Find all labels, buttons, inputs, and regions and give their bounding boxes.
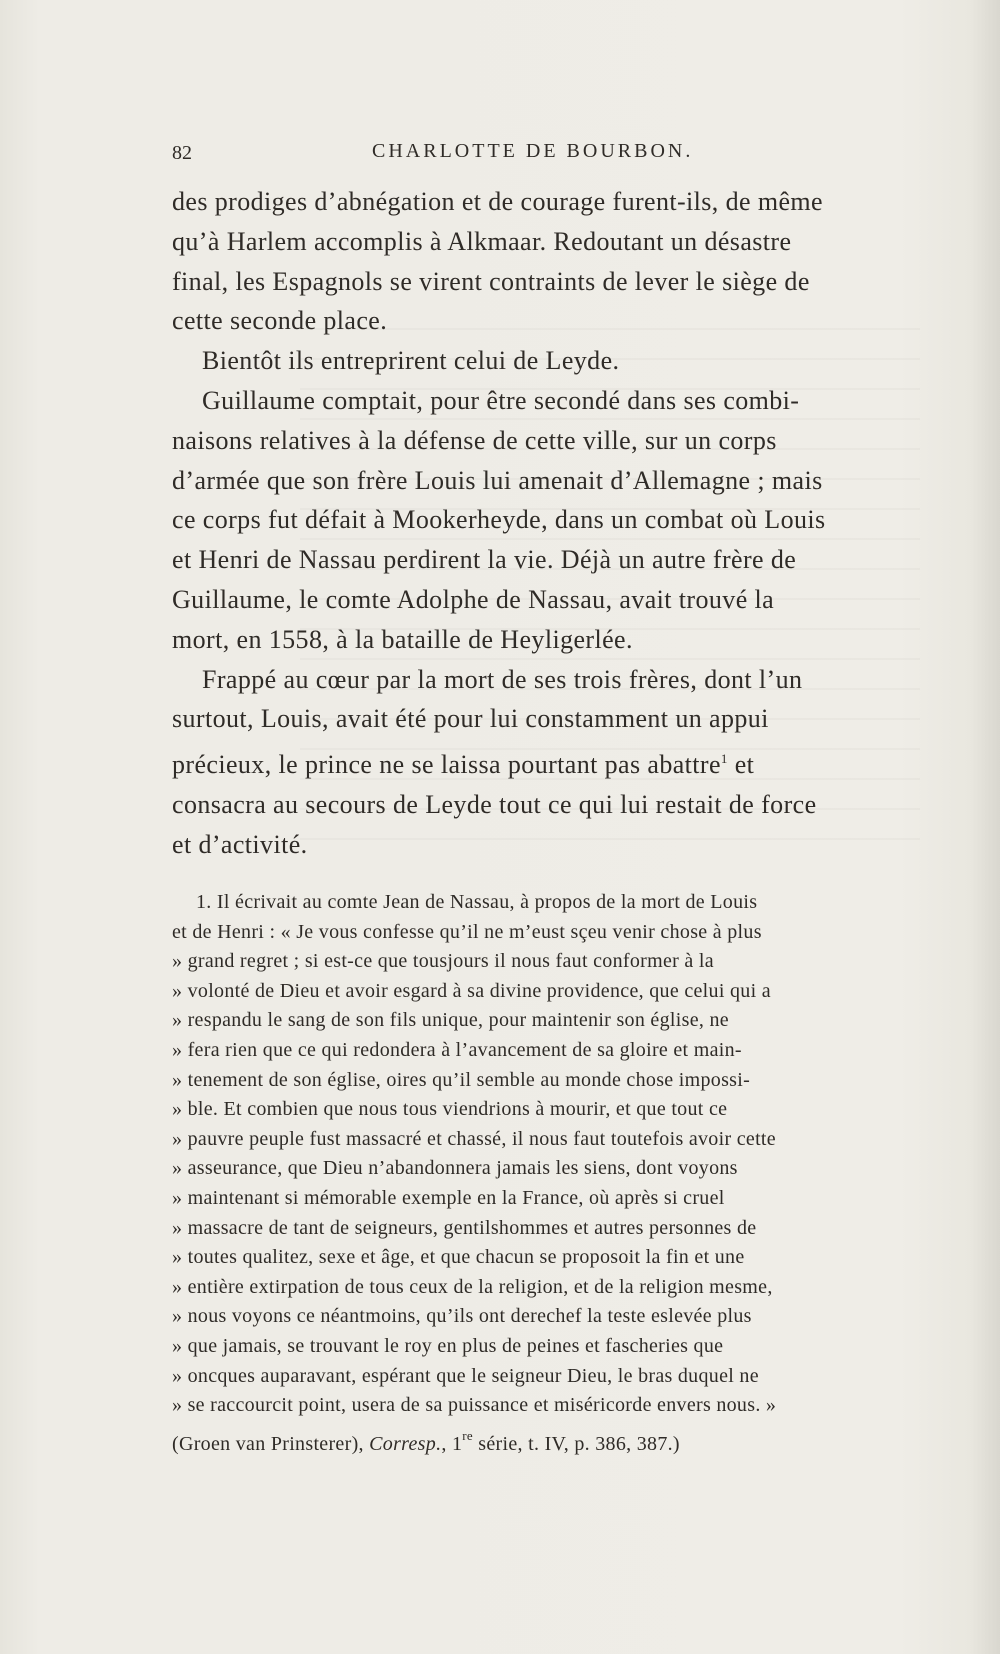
footnote-line: » tenement de son église, oires qu’il semble au monde chose impossi- xyxy=(172,1068,751,1091)
text-line-with-note xyxy=(172,739,924,785)
text-segment: et xyxy=(727,750,755,780)
footnote-line: » que jamais, se trouvant le roy en plus de peines et fascheries que xyxy=(172,1334,724,1357)
text-line: Guillaume comptait, pour être secondé dans ses combi- xyxy=(202,385,800,415)
text-line: qu’à Harlem accomplis à Alkmaar. Redoutant un désastre xyxy=(172,226,792,256)
footnote-line: » se raccourcit point, usera de sa puissance et miséricorde envers nous. » xyxy=(172,1394,777,1417)
footnote-line: » massacre de tant de seigneurs, gentilshommes et autres personnes de xyxy=(172,1216,757,1239)
text-line: Frappé au cœur par la mort de ses trois frères, dont l’un xyxy=(202,664,803,694)
text-line: des prodiges d’abnégation et de courage furent-ils, de même xyxy=(172,187,823,216)
text-line: et Henri de Nassau perdirent la vie. Déjà un autre frère de xyxy=(172,545,797,575)
text-line: et d’activité. xyxy=(172,829,308,859)
main-text xyxy=(172,182,924,865)
text-line: surtout, Louis, avait été pour lui constamment un appui xyxy=(172,704,769,734)
footnote-line: » ble. Et combien que nous tous viendrions à mourir, et que tout ce xyxy=(172,1098,728,1121)
footnote-citation xyxy=(172,1421,932,1460)
paragraph-2 xyxy=(172,341,924,381)
footnote-line: » oncques auparavant, espérant que le seigneur Dieu, le bras duquel ne xyxy=(172,1364,759,1387)
paragraph-3 xyxy=(172,381,924,660)
footnote-line: » fera rien que ce qui redondera à l’avancement de sa gloire et main- xyxy=(172,1038,742,1061)
text-line: ce corps fut défait à Mookerheyde, dans un combat où Louis xyxy=(172,505,826,535)
footnote-line: » pauvre peuple fust massacré et chassé, il nous faut toutefois avoir cette xyxy=(172,1127,776,1150)
footnote-line: 1. Il écrivait au comte Jean de Nassau, à propos de la mort de Louis xyxy=(196,891,758,913)
paragraph-4 xyxy=(172,660,924,865)
footnote-line: » respandu le sang de son fils unique, pour maintenir son église, ne xyxy=(172,1009,729,1032)
footnote-line: » asseurance, que Dieu n’abandonnera jamais les siens, dont voyons xyxy=(172,1157,738,1180)
paragraph-1 xyxy=(172,182,924,341)
citation-series: , 1 xyxy=(441,1432,463,1455)
text-segment: précieux, le prince ne se laissa pourtant pas abattre xyxy=(172,750,721,780)
citation-work: Corresp. xyxy=(369,1432,442,1455)
footnote-line: » maintenant si mémorable exemple en la France, où après si cruel xyxy=(172,1186,725,1209)
text-line: naisons relatives à la défense de cette ville, sur un corps xyxy=(172,425,777,455)
footnote-line: » nous voyons ce néantmoins, qu’ils ont derechef la teste eslevée plus xyxy=(172,1305,752,1328)
text-line: d’armée que son frère Louis lui amenait d’Allemagne ; mais xyxy=(172,465,823,495)
text-line: mort, en 1558, à la bataille de Heyligerlée. xyxy=(172,624,633,654)
footnote-line: » entière extirpation de tous ceux de la religion, et de la religion mesme, xyxy=(172,1275,773,1298)
text-line: consacra au secours de Leyde tout ce qui lui restait de force xyxy=(172,789,817,819)
page-number: 82 xyxy=(172,142,192,164)
footnote xyxy=(172,888,932,1459)
running-title: CHARLOTTE DE BOURBON. xyxy=(372,140,694,162)
text-line: final, les Espagnols se virent contraints de lever le siège de xyxy=(172,266,810,296)
footnote-line: » grand regret ; si est-ce que tousjours il nous faut conformer à la xyxy=(172,950,714,973)
text-line: Bientôt ils entreprirent celui de Leyde. xyxy=(202,346,620,376)
footnote-line: » toutes qualitez, sexe et âge, et que chacun se proposoit la fin et une xyxy=(172,1246,745,1269)
footnote-marker: 1 xyxy=(720,751,728,767)
citation-series-sup: re xyxy=(462,1427,473,1443)
citation-pages: série, t. IV, p. 386, 387.) xyxy=(472,1432,680,1455)
text-line: Guillaume, le comte Adolphe de Nassau, avait trouvé la xyxy=(172,584,775,614)
page-header xyxy=(172,136,912,172)
footnote-line: et de Henri : « Je vous confesse qu’il ne m’eust sçeu venir chose à plus xyxy=(172,920,762,943)
footnote-line: » volonté de Dieu et avoir esgard à sa divine providence, que celui qui a xyxy=(172,979,771,1002)
citation-author: (Groen van Prinsterer), xyxy=(172,1432,370,1455)
text-line: cette seconde place. xyxy=(172,306,388,336)
